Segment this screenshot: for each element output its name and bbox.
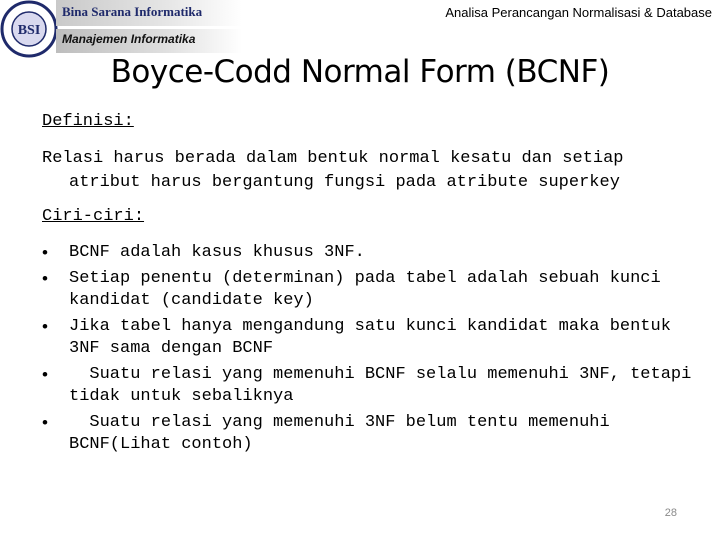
list-item [42, 268, 702, 312]
logo-institution-name: Bina Sarana Informatika [62, 4, 203, 19]
list-item [42, 242, 702, 264]
characteristics-list [42, 242, 702, 460]
list-item [42, 316, 702, 360]
definition-line-2: atribut harus bergantung fungsi pada atribute superkey [69, 173, 620, 192]
list-item-text: Jika tabel hanya mengandung satu kunci kandidat maka bentuk 3NF sama dengan BCNF [69, 317, 671, 358]
list-item [42, 364, 702, 408]
institution-logo [0, 0, 242, 58]
list-item-text: Suatu relasi yang memenuhi BCNF selalu memenuhi 3NF, tetapi tidak untuk sebaliknya [69, 365, 702, 406]
bullet-icon: • [42, 243, 48, 262]
definition-text [42, 147, 692, 195]
bullet-icon: • [42, 317, 48, 336]
list-item-text: BCNF adalah kasus khusus 3NF. [69, 243, 365, 262]
seal-mark: BSI [17, 23, 41, 38]
logo-program-name: Manajemen Informatika [62, 32, 196, 46]
page-number: 28 [664, 507, 677, 519]
slide-title: Boyce-Codd Normal Form (BCNF) [110, 54, 610, 90]
definition-heading: Definisi: [42, 112, 134, 131]
slide-header: Analisa Perancangan Normalisasi & Database [445, 5, 712, 20]
bullet-icon: • [42, 365, 48, 384]
bullet-icon: • [42, 413, 48, 432]
definition-line-1: Relasi harus berada dalam bentuk normal kesatu dan setiap [42, 149, 624, 168]
list-item [42, 412, 702, 456]
list-item-text: Setiap penentu (determinan) pada tabel adalah sebuah kunci kandidat (candidate key) [69, 269, 661, 310]
list-item-text: Suatu relasi yang memenuhi 3NF belum tentu memenuhi BCNF(Lihat contoh) [69, 413, 620, 454]
bsi-seal-icon [0, 0, 58, 58]
characteristics-heading: Ciri-ciri: [42, 207, 145, 226]
bullet-icon: • [42, 269, 48, 288]
